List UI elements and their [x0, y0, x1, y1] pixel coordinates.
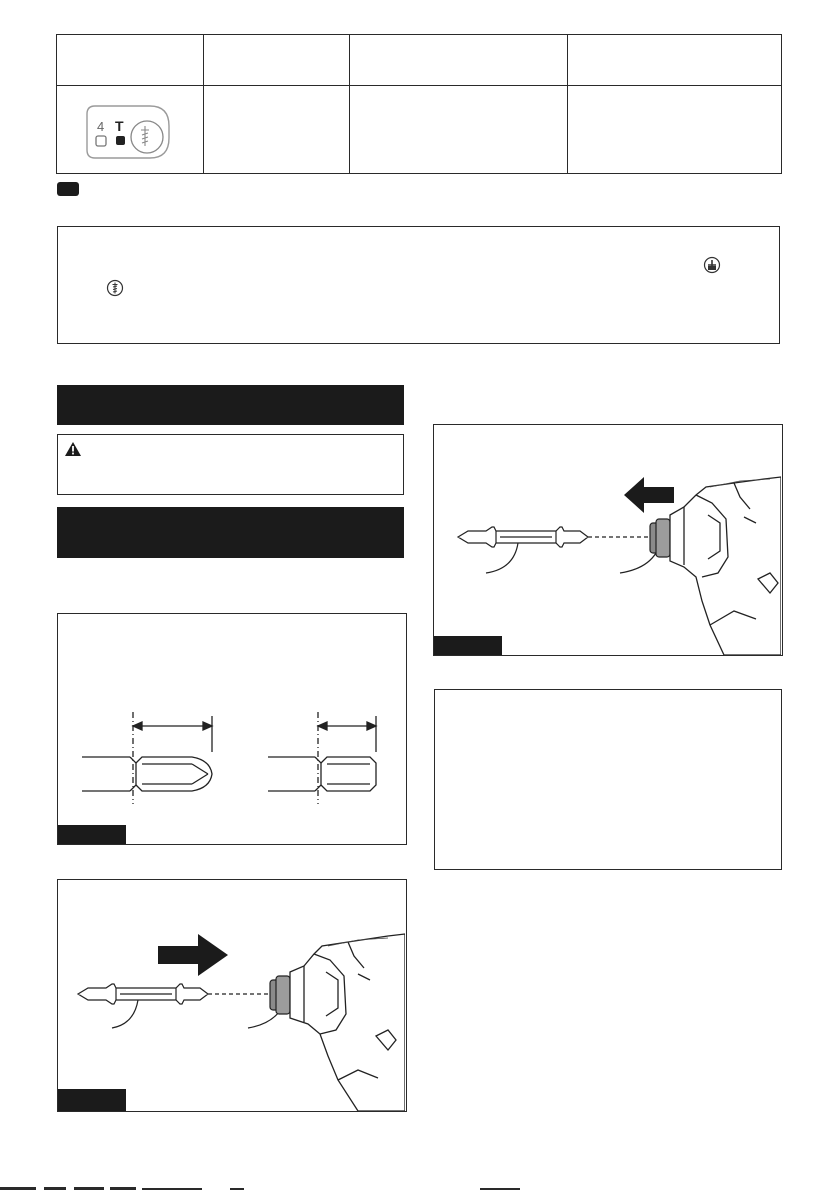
- figure-label: [58, 825, 126, 844]
- mode-panel-illustration: [57, 86, 203, 173]
- mode-table-header-cell: [350, 35, 568, 86]
- note-box: [434, 689, 782, 870]
- bit-holder-mode-icon: [703, 256, 721, 274]
- screw-drill-mode-icon: [106, 279, 124, 297]
- mode-table-cell: [350, 86, 568, 174]
- mode-table-header-cell: [204, 35, 350, 86]
- warning-triangle-icon: [64, 441, 82, 457]
- mode-table-header-cell: [568, 35, 782, 86]
- figure-label: [434, 636, 502, 655]
- mode-table-cell: [568, 86, 782, 174]
- figure-label: [58, 1089, 126, 1111]
- notice-box: [57, 226, 780, 344]
- remove-bit-drawing: [434, 425, 781, 655]
- bit-dimension-drawing: [58, 614, 405, 844]
- warning-box: [57, 434, 404, 495]
- arrow-left-icon: [624, 477, 674, 513]
- mode-table: [56, 34, 782, 174]
- figure-remove-bit: [433, 424, 783, 656]
- section-header-bar: [57, 507, 404, 558]
- mode-panel-cell: [57, 86, 204, 174]
- install-bit-drawing: [58, 880, 405, 1111]
- page-edge-noise: [0, 1186, 840, 1192]
- figure-bit-dimensions: [57, 613, 407, 845]
- mode-letter: T: [115, 118, 124, 134]
- mode-table-header-row: [57, 35, 782, 86]
- legend-swatch: [57, 182, 79, 196]
- arrow-right-icon: [158, 934, 228, 976]
- mode-table-row: [57, 86, 782, 174]
- figure-install-bit: [57, 879, 407, 1112]
- mode-table-header-cell: [57, 35, 204, 86]
- mode-number: 4: [97, 119, 105, 134]
- mode-table-cell: [204, 86, 350, 174]
- section-header-bar: [57, 385, 404, 425]
